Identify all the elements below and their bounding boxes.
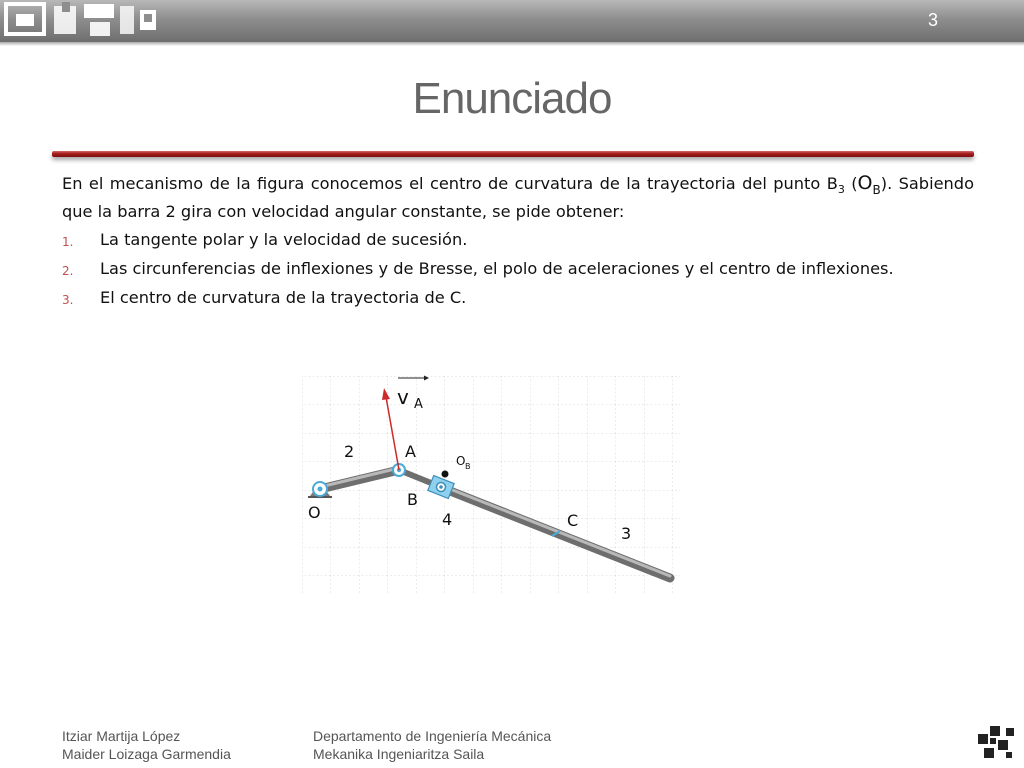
list-item-number: 1. — [62, 235, 74, 250]
footer-department — [313, 727, 551, 763]
list-item-text: La tangente polar y la velocidad de sucesión. — [100, 230, 468, 250]
title-divider — [52, 151, 974, 157]
slide-title: Enunciado — [412, 74, 612, 123]
intro-ob — [857, 172, 881, 197]
label-v: v — [397, 385, 409, 409]
corner-logo-icon — [976, 724, 1016, 760]
intro-ob-subscript: B — [872, 182, 881, 197]
list-item — [62, 287, 974, 309]
intro-b-subscript: 3 — [837, 183, 845, 197]
list-item — [62, 258, 974, 280]
intro-text-part1: En el mecanismo de la figura conocemos el centro de curvatura de la trayectoria del punto B — [62, 174, 838, 193]
list-item-text: Las circunferencias de inflexiones y de Bresse, el polo de aceleraciones y el centro de inflexiones. — [100, 259, 894, 279]
list-item-number: 3. — [62, 293, 74, 308]
label-4: 4 — [442, 510, 453, 529]
question-list — [62, 229, 974, 309]
label-ob-sub: B — [465, 462, 471, 471]
footer-dept-1: Departamento de Ingeniería Mecánica — [313, 728, 552, 744]
intro-text-part2: ). Sabiendo que la barra 2 gira con velocidad angular constante, se pide obtener: — [62, 174, 974, 222]
label-ob: O — [456, 454, 466, 468]
intro-paren-open: ( — [844, 174, 858, 193]
label-3: 3 — [621, 524, 632, 543]
university-logo-icon — [0, 0, 160, 42]
mechanism-figure — [300, 370, 686, 600]
footer-authors — [62, 727, 231, 763]
label-v-sub: A — [414, 397, 423, 412]
header-bar — [0, 0, 1024, 42]
label-2: 2 — [344, 442, 355, 461]
label-b: B — [407, 490, 418, 509]
label-a: A — [405, 442, 416, 461]
footer-author-2: Maider Loizaga Garmendia — [62, 746, 231, 762]
point-ob — [442, 471, 449, 478]
slide-number: 3 — [927, 10, 938, 30]
intro-ob-letter: O — [857, 172, 873, 194]
footer-author-1: Itziar Martija López — [62, 728, 181, 744]
label-c: C — [567, 511, 579, 530]
joint-b-pin — [439, 485, 443, 489]
joint-o-pin — [318, 487, 323, 492]
list-item-number: 2. — [62, 264, 74, 279]
list-item — [62, 229, 974, 251]
intro-paragraph — [62, 172, 974, 223]
label-o: O — [308, 503, 321, 522]
header-shadow — [0, 42, 1024, 46]
slide-content — [62, 172, 974, 316]
list-item-text: El centro de curvatura de la trayectoria de C. — [100, 288, 467, 308]
footer-dept-2: Mekanika Ingeniaritza Saila — [313, 746, 485, 762]
